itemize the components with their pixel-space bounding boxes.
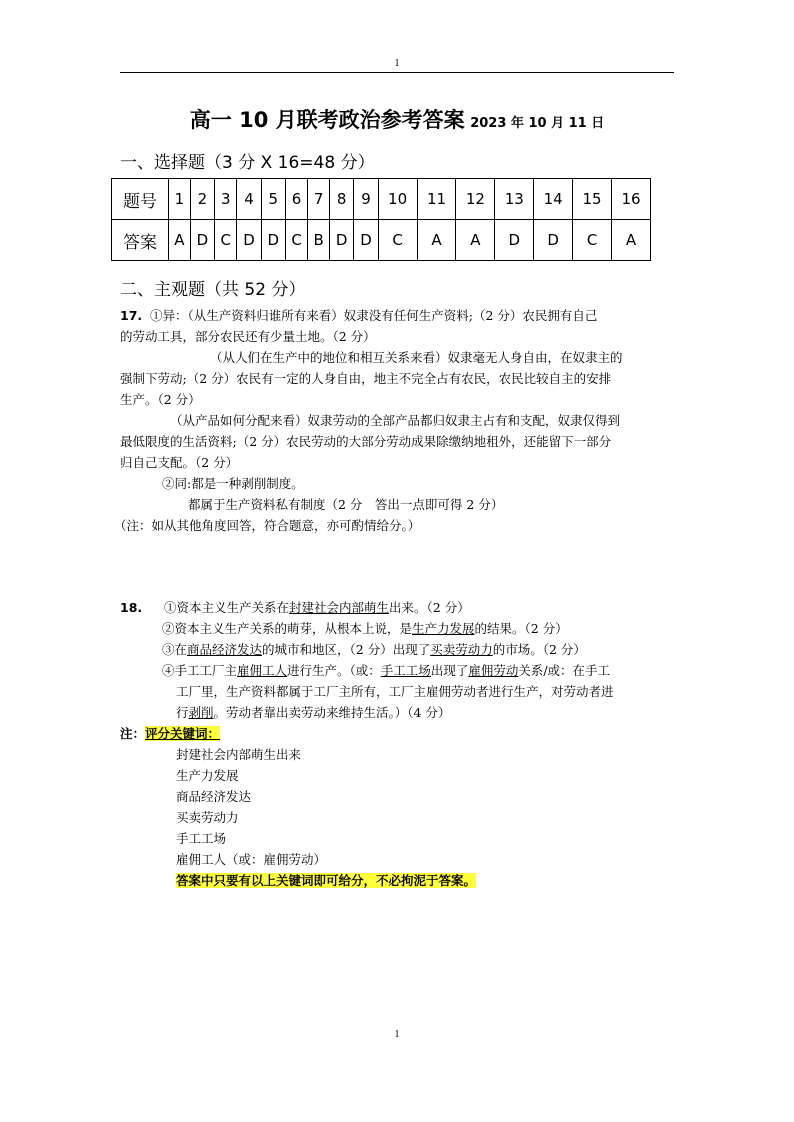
q17-text: 强制下劳动;（2 分）农民有一定的人身自由，地主不完全占有农民，农民比较自主的安排 bbox=[120, 371, 612, 386]
keyword-underline: 生产力发展 bbox=[412, 621, 475, 636]
numbers-row bbox=[112, 179, 651, 220]
q18-text: 的结果。（2 分） bbox=[474, 621, 568, 636]
number-cell: 6 bbox=[285, 179, 307, 220]
q18-number: 18. bbox=[120, 600, 143, 615]
answer-cell: D bbox=[261, 220, 285, 261]
number-cell: 8 bbox=[330, 179, 354, 220]
q17-text: ①异：（从生产资料归谁所有来看）奴隶没有任何生产资料;（2 分）农民拥有自己 bbox=[150, 308, 598, 323]
answer-cell: D bbox=[330, 220, 354, 261]
q17-line bbox=[120, 473, 676, 494]
answer-cell: D bbox=[237, 220, 261, 261]
number-cell: 3 bbox=[215, 179, 237, 220]
number-cell: 15 bbox=[573, 179, 612, 220]
answer-cell: A bbox=[456, 220, 495, 261]
q17-line bbox=[120, 410, 676, 431]
document-title bbox=[0, 104, 794, 134]
section1-heading: 一、选择题（3 分 X 16=48 分） bbox=[120, 153, 375, 173]
answer-cell: C bbox=[573, 220, 612, 261]
keyword-text: 雇佣工人（或：雇佣劳动） bbox=[176, 852, 327, 867]
q17-line bbox=[120, 347, 676, 368]
q17-line bbox=[120, 305, 676, 326]
q18-text: ①资本主义生产关系在 bbox=[164, 600, 290, 615]
answer-cell: D bbox=[534, 220, 573, 261]
keyword-item bbox=[120, 807, 676, 828]
keyword-underline: 商品经济发达 bbox=[187, 642, 263, 657]
q18-line bbox=[120, 660, 676, 681]
final-note-text: 答案中只要有以上关键词即可给分，不必拘泥于答案。 bbox=[176, 873, 477, 888]
question-18-answer bbox=[120, 597, 676, 891]
keyword-underline: 雇佣劳动 bbox=[468, 663, 519, 678]
keyword-underline: 买卖劳动力 bbox=[430, 642, 493, 657]
answer-cell: C bbox=[215, 220, 237, 261]
scoring-keywords-heading: 评分关键词： bbox=[145, 726, 221, 741]
q17-text: 最低限度的生活资料;（2 分）农民劳动的大部分劳动成果除缴纳地租外，还能留下一部分 bbox=[120, 434, 612, 449]
q17-text: ②同:都是一种剥削制度。 bbox=[162, 476, 304, 491]
title-date: 2023 年 10 月 11 日 bbox=[470, 116, 605, 131]
q17-line bbox=[120, 494, 676, 515]
answers-label: 答案 bbox=[112, 220, 169, 261]
scoring-note bbox=[120, 723, 676, 744]
q18-line bbox=[120, 702, 676, 723]
q18-text: ②资本主义生产关系的萌芽，从根本上说，是 bbox=[162, 621, 413, 636]
answer-cell: C bbox=[285, 220, 307, 261]
q17-text: （从人们在生产中的地位和相互关系来看）奴隶毫无人身自由，在奴隶主的 bbox=[210, 350, 623, 365]
q18-text: 出来。（2 分） bbox=[389, 600, 470, 615]
keyword-text: 生产力发展 bbox=[176, 768, 239, 783]
q18-text: 。劳动者靠出卖劳动来维持生活。）（4 分） bbox=[213, 705, 451, 720]
q17-text: 生产。（2 分） bbox=[120, 392, 201, 407]
answer-cell: C bbox=[378, 220, 417, 261]
q17-text: 的劳动工具，部分农民还有少量土地。（2 分） bbox=[120, 329, 376, 344]
keyword-item bbox=[120, 786, 676, 807]
header-rule bbox=[120, 72, 674, 73]
q18-text: 的市场。（2 分） bbox=[492, 642, 586, 657]
page-number-top: 1 bbox=[394, 58, 400, 69]
question-17-answer bbox=[114, 305, 676, 536]
q18-text: 关系/或：在手工 bbox=[518, 663, 611, 678]
answer-cell: B bbox=[308, 220, 330, 261]
q18-text: 行 bbox=[176, 705, 189, 720]
answer-cell: A bbox=[612, 220, 651, 261]
q18-text: ④手工工厂主 bbox=[162, 663, 238, 678]
q17-line bbox=[120, 326, 676, 347]
keyword-underline: 封建社会内部萌生 bbox=[289, 600, 390, 615]
keyword-underline: 雇佣工人 bbox=[237, 663, 288, 678]
note-prefix: 注： bbox=[120, 726, 146, 741]
answers-row bbox=[112, 220, 651, 261]
number-cell: 11 bbox=[417, 179, 456, 220]
q18-line bbox=[120, 681, 676, 702]
keyword-item bbox=[120, 849, 676, 870]
q17-line bbox=[120, 389, 676, 410]
keyword-text: 买卖劳动力 bbox=[176, 810, 239, 825]
keyword-item bbox=[120, 828, 676, 849]
number-cell: 10 bbox=[378, 179, 417, 220]
q17-text: （注：如从其他角度回答，符合题意，亦可酌情给分。） bbox=[114, 518, 421, 533]
final-note bbox=[120, 870, 676, 891]
q17-note bbox=[114, 515, 676, 536]
q18-text: 工厂里，生产资料都属于工厂主所有，工厂主雇佣劳动者进行生产，对劳动者进 bbox=[176, 684, 614, 699]
page-number-bottom: 1 bbox=[394, 1029, 400, 1040]
q18-text: ③在 bbox=[162, 642, 188, 657]
answer-cell: A bbox=[169, 220, 191, 261]
number-cell: 16 bbox=[612, 179, 651, 220]
q17-text: （从产品如何分配来看）奴隶劳动的全部产品都归奴隶主占有和支配，奴隶仅得到 bbox=[170, 413, 621, 428]
number-cell: 9 bbox=[354, 179, 378, 220]
number-cell: 13 bbox=[495, 179, 534, 220]
title-main: 高一 10 月联考政治参考答案 bbox=[189, 108, 465, 132]
q18-line bbox=[120, 618, 676, 639]
q18-line bbox=[120, 639, 676, 660]
answer-cell: D bbox=[495, 220, 534, 261]
number-cell: 7 bbox=[308, 179, 330, 220]
q17-line bbox=[120, 368, 676, 389]
number-cell: 12 bbox=[456, 179, 495, 220]
keyword-text: 手工工场 bbox=[176, 831, 227, 846]
number-cell: 5 bbox=[261, 179, 285, 220]
keyword-underline: 剥削 bbox=[188, 705, 214, 720]
keyword-item bbox=[120, 744, 676, 765]
keyword-item bbox=[120, 765, 676, 786]
section2-heading: 二、主观题（共 52 分） bbox=[120, 280, 306, 300]
q17-text: 归自己支配。（2 分） bbox=[120, 455, 239, 470]
q17-line bbox=[120, 452, 676, 473]
answer-table bbox=[111, 178, 651, 261]
q17-text: 都属于生产资料私有制度（2 分 答出一点即可得 2 分） bbox=[188, 497, 504, 512]
q18-text: 的城市和地区，（2 分）出现了 bbox=[262, 642, 431, 657]
q18-text: 出现了 bbox=[430, 663, 469, 678]
answer-cell: A bbox=[417, 220, 456, 261]
answer-cell: D bbox=[354, 220, 378, 261]
keyword-text: 商品经济发达 bbox=[176, 789, 252, 804]
number-cell: 2 bbox=[190, 179, 214, 220]
q18-line bbox=[120, 597, 676, 618]
q18-text: 进行生产。（或： bbox=[287, 663, 381, 678]
answer-cell: D bbox=[190, 220, 214, 261]
keyword-underline: 手工工场 bbox=[380, 663, 431, 678]
numbers-label: 题号 bbox=[112, 179, 169, 220]
q17-line bbox=[120, 431, 676, 452]
q17-number: 17. bbox=[120, 308, 143, 323]
number-cell: 14 bbox=[534, 179, 573, 220]
number-cell: 4 bbox=[237, 179, 261, 220]
number-cell: 1 bbox=[169, 179, 191, 220]
keyword-text: 封建社会内部萌生出来 bbox=[176, 747, 302, 762]
